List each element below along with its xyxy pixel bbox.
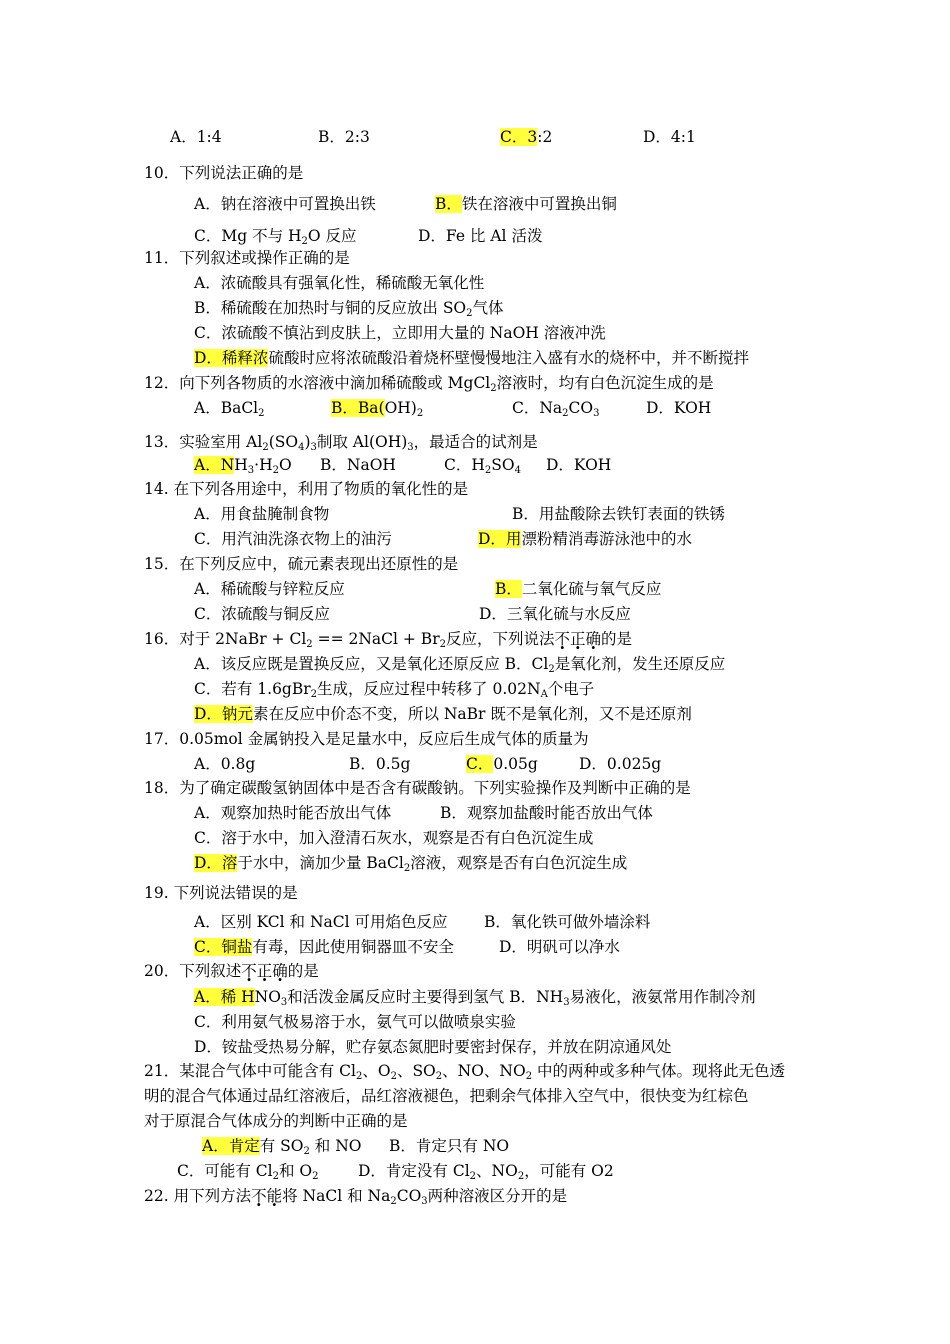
q13-option-c: C．$H_2SO_4$	[444, 456, 521, 476]
q11-option-d: D．稀释浓硫酸时应将浓硫酸沿着烧杯壁慢慢地注入盛有水的烧杯中，并不断搅拌	[194, 349, 749, 367]
q17-stem: 17．0.05mol 金属钠投入是足量水中，反应后生成气体的质量为	[144, 730, 589, 748]
q15-stem: 15．在下列反应中，硫元素表现出还原性的是	[144, 555, 459, 573]
q18-stem: 18．为了确定碳酸氢钠固体中是否含有碳酸钠。下列实验操作及判断中正确的是	[144, 779, 691, 797]
q14-stem: 14. 在下列各用途中，利用了物质的氧化性的是	[144, 480, 469, 498]
q9-option-b: B．2:3	[318, 128, 370, 146]
q16-option-c: C．若有 1.6gBr$_2$生成，反应过程中转移了 $0.02N_A$个电子	[194, 680, 595, 700]
q19-option-c: C．铜盐有毒，因此使用铜器皿不安全	[194, 938, 454, 956]
q16-option-ab: A．该反应既是置换反应，又是氧化还原反应 B．$Cl_2$是氧化剂，发生还原反应	[194, 655, 726, 675]
q13-option-d: D．KOH	[546, 456, 612, 474]
q10-option-c: C．Mg 不与 $H_2O$ 反应	[194, 227, 357, 247]
q21-option-b: B．肯定只有 NO	[389, 1137, 510, 1155]
q15-option-b: B．二氧化硫与氧气反应	[495, 580, 662, 598]
q14-option-d: D．用漂粉精消毒游泳池中的水	[478, 530, 692, 548]
q15-option-d: D．三氧化硫与水反应	[479, 605, 631, 623]
q18-option-c: C．溶于水中，加入澄清石灰水，观察是否有白色沉淀生成	[194, 829, 594, 847]
q14-option-b: B．用盐酸除去铁钉表面的铁锈	[512, 505, 725, 523]
q11-option-c: C．浓硫酸不慎沾到皮肤上，立即用大量的 NaOH 溶液冲洗	[194, 324, 606, 342]
q21-stem-line1: 21．某混合气体中可能含有 $Cl_2$、$O_2$、$SO_2$、NO、$NO_2$ 中的两种或多种气体。现将此无色透	[144, 1062, 785, 1082]
q18-option-b: B．观察加盐酸时能否放出气体	[440, 804, 653, 822]
q9-option-c: C．3:2	[500, 128, 553, 146]
q19-stem: 19. 下列说法错误的是	[144, 884, 298, 902]
q9-option-a: A．1:4	[170, 128, 222, 146]
q17-option-d: D．0.025g	[579, 755, 662, 773]
q14-option-a: A．用食盐腌制食物	[194, 505, 330, 523]
q18-option-d: D．溶于水中，滴加少量 BaCl$_2$溶液，观察是否有白色沉淀生成	[194, 854, 628, 874]
q15-option-c: C．浓硫酸与铜反应	[194, 605, 330, 623]
q20-option-c: C．利用氨气极易溶于水，氨气可以做喷泉实验	[194, 1013, 516, 1031]
q12-stem: 12．向下列各物质的水溶液中滴加稀硫酸或 MgCl$_2$溶液时，均有白色沉淀生成的是	[144, 374, 714, 394]
q21-option-a: A．肯定有 $SO_2$ 和 NO	[202, 1137, 362, 1157]
q12-option-c: C．$Na_2CO_3$	[512, 399, 600, 419]
q13-option-b: B．NaOH	[320, 456, 396, 474]
q11-option-b: B．稀硫酸在加热时与铜的反应放出 $SO_2$气体	[194, 299, 504, 319]
q18-option-a: A．观察加热时能否放出气体	[194, 804, 392, 822]
q15-option-a: A．稀硫酸与锌粒反应	[194, 580, 345, 598]
q12-option-d: D．KOH	[646, 399, 712, 417]
q21-stem-line3: 对于原混合气体成分的判断中正确的是	[144, 1112, 408, 1130]
q11-option-a: A．浓硫酸具有强氧化性，稀硫酸无氧化性	[194, 274, 485, 292]
q10-option-d: D．Fe 比 Al 活泼	[418, 227, 543, 245]
q10-stem: 10．下列说法正确的是	[144, 164, 304, 182]
q13-stem: 13．实验室用 $Al_2(SO_4)_3$制取 $Al(OH)_3$，最适合的试剂是	[144, 433, 538, 453]
q16-stem: 16．对于 2NaBr + $Cl_2$ == 2NaCl + $Br_2$反应，下列说法不正确的是	[144, 630, 633, 650]
q17-option-b: B．0.5g	[349, 755, 411, 773]
q13-option-a: A．$NH_3\cdot H_2O$	[194, 456, 292, 476]
q21-option-c: C．可能有 $Cl_2$和 $O_2$	[177, 1162, 319, 1182]
q12-option-b: B．$Ba(OH)_2$	[331, 399, 424, 419]
q9-option-d: D．4:1	[643, 128, 696, 146]
q21-option-d: D．肯定没有 $Cl_2$、$NO_2$，可能有 O2	[358, 1162, 614, 1182]
q11-stem: 11．下列叙述或操作正确的是	[144, 249, 350, 267]
q10-option-a: A．钠在溶液中可置换出铁	[194, 195, 376, 213]
q20-option-d: D．铵盐受热易分解，贮存氨态氮肥时要密封保存，并放在阴凉通风处	[194, 1038, 672, 1056]
q19-option-a: A．区别 KCl 和 NaCl 可用焰色反应	[194, 913, 448, 931]
q14-option-c: C．用汽油洗涤衣物上的油污	[194, 530, 392, 548]
q20-stem: 20．下列叙述不正确的是	[144, 962, 319, 980]
q12-option-a: A．BaCl$_2$	[194, 399, 265, 419]
q20-option-ab: A．稀 $HNO_3$和活泼金属反应时主要得到氢气 B．$NH_3$易液化，液氨常用作制冷剂	[194, 988, 756, 1008]
q17-option-c: C．0.05g	[466, 755, 538, 773]
q21-stem-line2: 明的混合气体通过品红溶液后，品红溶液褪色，把剩余气体排入空气中，很快变为红棕色	[144, 1087, 749, 1105]
q17-option-a: A．0.8g	[194, 755, 256, 773]
q22-stem: 22. 用下列方法不能将 NaCl 和 $Na_2CO_3$两种溶液区分开的是	[144, 1187, 568, 1207]
q19-option-b: B．氧化铁可做外墙涂料	[484, 913, 651, 931]
q10-option-b: B．铁在溶液中可置换出铜	[435, 195, 617, 213]
q19-option-d: D．明矾可以净水	[499, 938, 620, 956]
q16-option-d: D．钠元素在反应中价态不变，所以 NaBr 既不是氧化剂，又不是还原剂	[194, 705, 692, 723]
